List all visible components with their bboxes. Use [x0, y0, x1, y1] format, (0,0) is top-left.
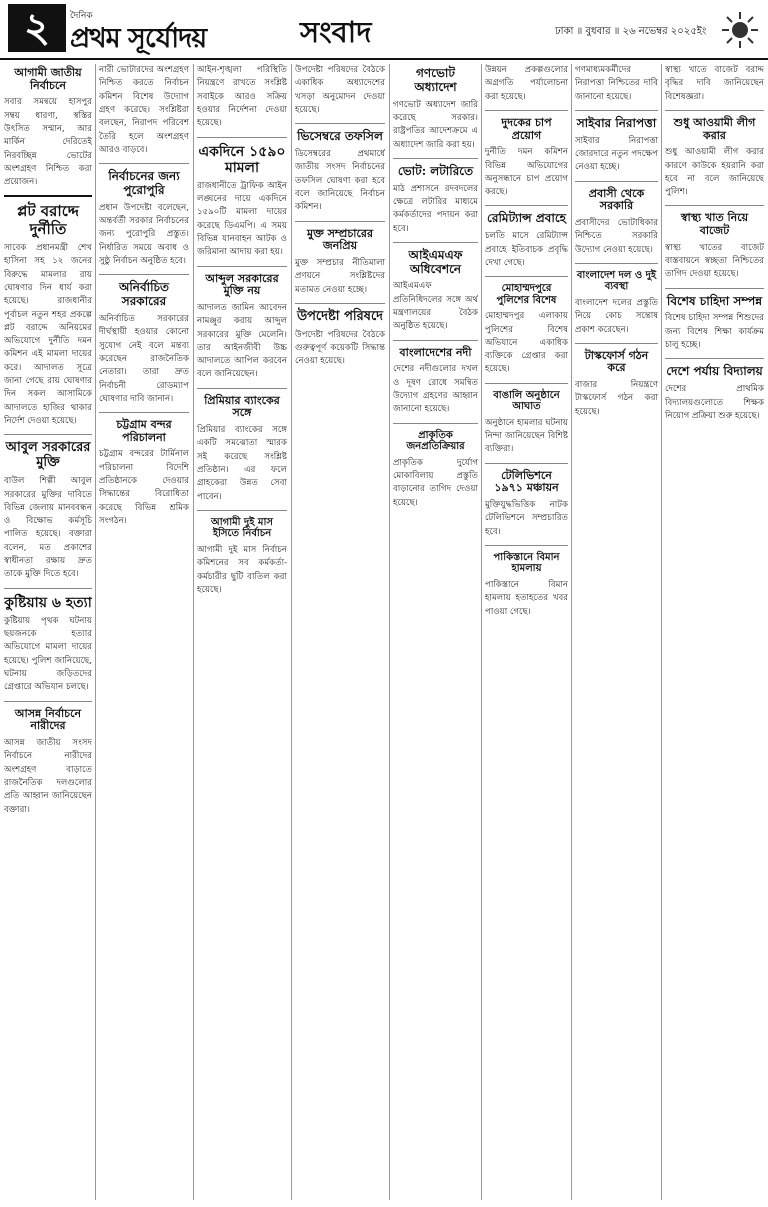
article-text: প্রিমিয়ার ব্যাংকের সঙ্গে একটি সমঝোতা স্মারক সই করেছে সংশ্লিষ্ট প্রতিষ্ঠান। এর ফলে গ্রাহকেরা উন্নত সেবা পাবেন। — [197, 425, 287, 502]
headline: প্রিমিয়ার ব্যাংকের সঙ্গে — [204, 393, 280, 420]
headline: বিশেষ চাহিদা সম্পন্ন — [666, 293, 763, 308]
article-text: মোহাম্মদপুর এলাকায় পুলিশের বিশেষ অভিযানে একাধিক ব্যক্তিকে গ্রেপ্তার করা হয়েছে। — [485, 311, 568, 375]
article-text: অনুষ্ঠানে হামলার ঘটনায় নিন্দা জানিয়েছেন বিশিষ্ট ব্যক্তিরা। — [485, 417, 568, 455]
headline: আবুল সরকারের মুক্তি — [5, 440, 91, 471]
article-text: অনির্বাচিত সরকারের দীর্ঘস্থায়ী হওয়ার কোনো সুযোগ নেই বলে মন্তব্য করেছেন রাজনৈতিক নেতারা। তারা দ্রুত নির্বাচনী রোডম্যাপ ঘোষণার দাবি জানান। — [99, 313, 189, 404]
headline: প্রবাসী থেকে সরকারি — [588, 186, 645, 213]
headline: বাঙালি অনুষ্ঠানে আঘাত — [493, 389, 560, 413]
headline: গণভোট অধ্যাদেশ — [414, 66, 457, 94]
headline: বাংলাদেশের নদী — [399, 345, 472, 359]
paper-name: প্রথম সূর্যোদয় — [70, 23, 207, 54]
article-text: উপদেষ্টা পরিষদের বৈঠকে একাধিক অধ্যাদেশের খসড়া অনুমোদন দেওয়া হয়েছে। — [295, 65, 385, 115]
article-text: সাইবার নিরাপত্তা জোরদারে নতুন পদক্ষেপ নেওয়া হচ্ছে। — [575, 135, 658, 173]
column-5 — [393, 64, 478, 1202]
masthead — [0, 0, 768, 60]
article-text: বাউল শিল্পী আবুল সরকারের মুক্তির দাবিতে বিভিন্ন জেলায় মানববন্ধন ও বিক্ষোভ কর্মসূচি পালিত হয়েছে। বক্তারা বলেন, মত প্রকাশের স্বাধীনতা রক্ষায় দ্রুত তাকে মুক্তি দিতে হবে। — [4, 476, 92, 580]
headline: আইএমএফ অধিবেশনে — [408, 247, 463, 276]
dateline: ঢাকা ॥ বুধবার ॥ ২৬ নভেম্বর ২০২৫ইং — [555, 26, 707, 37]
headline: বাংলাদেশ দল ও দুই ব্যবস্থা — [576, 269, 657, 293]
article-text: স্বাস্থ্য খাতের বাজেট বাস্তবায়নে স্বচ্ছতা নিশ্চিতের তাগিদ দেওয়া হয়েছে। — [665, 242, 764, 280]
headline: টাস্কফোর্স গঠন করে — [584, 348, 649, 375]
section-title: সংবাদ — [300, 15, 372, 49]
article-text: মুক্তিযুদ্ধভিত্তিক নাটক টেলিভিশনে সম্প্রচারিত হবে। — [485, 499, 568, 537]
headline: ভোট: লটারিতে — [397, 163, 474, 178]
paper-tagline: দৈনিক — [70, 11, 93, 21]
column-6 — [485, 64, 568, 1202]
headline: মোহাম্মদপুরে পুলিশের বিশেষ — [496, 283, 557, 306]
headline: আগামী জাতীয় নির্বাচনে — [14, 66, 82, 92]
headline: মুক্ত সম্প্রচারের জনপ্রিয় — [307, 226, 373, 253]
article-text: আইএমএফ প্রতিনিধিদলের সঙ্গে অর্থ মন্ত্রণালয়ের বৈঠক অনুষ্ঠিত হয়েছে। — [393, 281, 478, 332]
article-text: আসন্ন জাতীয় সংসদ নির্বাচনে নারীদের অংশগ্রহণ বাড়াতে রাজনৈতিক দলগুলোর প্রতি আহ্বান জানিয়েছেন বক্তারা। — [4, 737, 92, 815]
headline: দুদকের চাপ প্রয়োগ — [501, 115, 552, 142]
article-text: দুর্নীতি দমন কমিশন বিভিন্ন অভিযোগের অনুসন্ধানে চাপ প্রয়োগ করছে। — [485, 147, 568, 198]
article-text: বিশেষ চাহিদা সম্পন্ন শিশুদের জন্য বিশেষ শিক্ষা কার্যক্রম চালু হচ্ছে। — [665, 313, 764, 351]
column-1 — [4, 64, 92, 1202]
article-text: স্বাস্থ্য খাতে বাজেট বরাদ্দ বৃদ্ধির দাবি জানিয়েছেন বিশেষজ্ঞরা। — [665, 65, 764, 102]
headline: ভিসেম্বরে তফসিল — [297, 129, 383, 144]
headline: দেশে পর্যায় বিদ্যালয় — [666, 364, 763, 379]
article-text: প্রাকৃতিক দুর্যোগ মোকাবিলায় প্রস্তুতি বাড়ানোর তাগিদ দেওয়া হয়েছে। — [393, 457, 478, 508]
article-text: মাঠ প্রশাসনে রদবদলের ক্ষেত্রে লটারির মাধ্যমে কর্মকর্তাদের পদায়ন করা হবে। — [393, 183, 478, 234]
article-text: মুক্ত সম্প্রচার নীতিমালা প্রণয়নে সংশ্লিষ্টদের মতামত নেওয়া হচ্ছে। — [295, 257, 385, 295]
article-text: উন্নয়ন প্রকল্পগুলোর অগ্রগতি পর্যালোচনা করা হয়েছে। — [485, 65, 568, 102]
column-3 — [197, 64, 287, 1202]
headline: শুধু আওয়ামী লীগ করার — [673, 115, 756, 142]
article-text: নারী ভোটারদের অংশগ্রহণ নিশ্চিত করতে নির্বাচন কমিশন বিশেষ উদ্যোগ গ্রহণ করেছে। সংশ্লিষ্টরা বলছেন, নিরাপদ পরিবেশ তৈরি হলে অংশগ্রহণ আরও বাড়বে। — [99, 65, 189, 155]
article-text: রাজধানীতে ট্রাফিক আইন লঙ্ঘনের দায়ে একদিনে ১৫৯০টি মামলা দায়ের করেছে ডিএমপি। এ সময় বিভিন্ন যানবাহন আটক ও জরিমানা আদায় করা হয়। — [197, 180, 287, 258]
headline: সাইবার নিরাপত্তা — [576, 115, 657, 130]
headline: রেমিট্যান্স প্রবাহে — [487, 211, 566, 226]
article-text: কুষ্টিয়ায় পৃথক ঘটনায় ছয়জনকে হত্যার অভিযোগে মামলা দায়ের হয়েছে। পুলিশ জানিয়েছে, ঘটনায় জড়িতদের গ্রেপ্তারে অভিযান চলছে। — [4, 615, 92, 693]
article-text: আগামী দুই মাস নির্বাচন কমিশনের সব কর্মকর্তা-কর্মচারীর ছুটি বাতিল করা হয়েছে। — [197, 544, 287, 595]
column-2 — [99, 64, 189, 1202]
article-text: সবার সমন্বয়ে হাসপুর সম্বয় ধারণা, স্বস্তির উৎসিত সম্মান, আর মার্কিন দেরিতেই নিরবচ্ছিন্ন ভোটের অংশগ্রহণ নিশ্চিত করা প্রয়োজন। — [4, 97, 92, 188]
headline: নির্বাচনের জন্য পুরোপুরি — [108, 169, 180, 197]
article-text: গণভোট অধ্যাদেশ জারি করেছে সরকার। রাষ্ট্রপতির আদেশক্রমে এ অধ্যাদেশ জারি করা হয়। — [393, 99, 478, 150]
column-4 — [295, 64, 385, 1202]
headline: আসন্ন নির্বাচনে নারীদের — [14, 706, 82, 733]
article-text: আইন-শৃঙ্খলা পরিস্থিতি নিয়ন্ত্রণে রাখতে সংশ্লিষ্ট সবাইকে আরও সক্রিয় হওয়ার নির্দেশনা দেওয়া হয়েছে। — [197, 65, 287, 129]
article-text: দেশের প্রাথমিক বিদ্যালয়গুলোতে শিক্ষক নিয়োগ প্রক্রিয়া শুরু হয়েছে। — [665, 384, 764, 421]
article-text: আদালত জামিন আবেদন নামঞ্জুর করায় আব্দুল সরকারের মুক্তি মেলেনি। তার আইনজীবী উচ্চ আদালতে আপিল করবেন বলে জানিয়েছেন। — [197, 302, 287, 380]
article-text: প্রধান উপদেষ্টা বলেছেন, অন্তর্বর্তী সরকার নির্বাচনের জন্য পুরোপুরি প্রস্তুত। নির্ধারিত সময়ে অবাধ ও সুষ্ঠু নির্বাচন অনুষ্ঠিত হবে। — [99, 202, 189, 267]
headline: টেলিভিশনে ১৯৭১ মঞ্চায়ন — [494, 468, 559, 495]
headline: স্বাস্থ্য খাত নিয়ে বাজেট — [680, 211, 749, 238]
column-8 — [665, 64, 764, 1202]
article-text: প্রবাসীদের ভোটাধিকার নিশ্চিতে সরকারি উদ্যোগ নেওয়া হয়েছে। — [575, 217, 658, 255]
article-text: চট্টগ্রাম বন্দরের টার্মিনাল পরিচালনা বিদেশি প্রতিষ্ঠানকে দেওয়ার সিদ্ধান্তের বিরোধিতা করেছে বিভিন্ন শ্রমিক সংগঠন। — [99, 449, 189, 526]
article-text: ডিসেম্বরের প্রথমার্ধে জাতীয় সংসদ নির্বাচনের তফসিল ঘোষণা করা হবে বলে জানিয়েছে নির্বাচন কমিশন। — [295, 149, 385, 213]
column-7 — [575, 64, 658, 1202]
article-text: সাবেক প্রধানমন্ত্রী শেখ হাসিনা সহ ১২ জনের বিরুদ্ধে মামলার রায় ঘোষণার দিন ধার্য করা হয়েছে। রাজধানীর পূর্বাচল নতুন শহর প্রকল্পে প্লট বরাদ্দে অনিয়মের অভিযোগে দুর্নীতি দমন কমিশন এই মামলা দায়ের করে। আদালত সূত্রে জানা গেছে রায় ঘোষণার দিন সকল আসামিকে আদালতে হাজির থাকার নির্দেশ দেওয়া হয়েছে। — [4, 242, 92, 427]
headline: প্লট বরাদ্দে দুর্নীতি — [17, 202, 79, 238]
headline: আব্দুল সরকারের মুক্তি নয় — [205, 271, 279, 298]
article-text: উপদেষ্টা পরিষদের বৈঠকে গুরুত্বপূর্ণ কয়েকটি সিদ্ধান্ত নেওয়া হয়েছে। — [295, 329, 385, 367]
headline: অনির্বাচিত সরকারের — [118, 280, 170, 309]
headline: কুষ্টিয়ায় ৬ হত্যা — [4, 594, 92, 611]
sun-emblem-icon — [720, 10, 760, 50]
headline: পাকিস্তানে বিমান হামলায় — [493, 551, 560, 575]
headline: একদিনে ১৫৯০ মামলা — [198, 143, 286, 176]
article-text: বাংলাদেশ দলের প্রস্তুতি নিয়ে কোচ সন্তোষ প্রকাশ করেছেন। — [575, 297, 658, 335]
headline: উপদেষ্টা পরিষদে — [296, 308, 383, 324]
article-text: দেশের নদীগুলোর দখল ও দূষণ রোধে সমন্বিত উদ্যোগ গ্রহণের আহ্বান জানানো হয়েছে। — [393, 364, 478, 415]
article-text: গণমাধ্যমকর্মীদের নিরাপত্তা নিশ্চিতের দাবি জানানো হয়েছে। — [575, 65, 658, 102]
article-text: বাজার নিয়ন্ত্রণে টাস্কফোর্স গঠন করা হয়েছে। — [575, 380, 658, 417]
page-number: ২ — [8, 4, 66, 52]
headline: চট্টগ্রাম বন্দর পরিচালনা — [116, 418, 172, 444]
article-text: চলতি মাসে রেমিট্যান্স প্রবাহে ইতিবাচক প্রবৃদ্ধি দেখা গেছে। — [485, 231, 568, 268]
headline: প্রাকৃতিক জনপ্রতিক্রিয়ার — [406, 429, 465, 453]
article-text: পাকিস্তানে বিমান হামলায় হতাহতের খবর পাওয়া গেছে। — [485, 579, 568, 617]
article-text: শুধু আওয়ামী লীগ করার কারণে কাউকে হয়রানি করা হবে না বলে জানিয়েছে পুলিশ। — [665, 147, 764, 198]
headline: আগামী দুই মাস ইসিতে নির্বাচন — [210, 516, 273, 540]
